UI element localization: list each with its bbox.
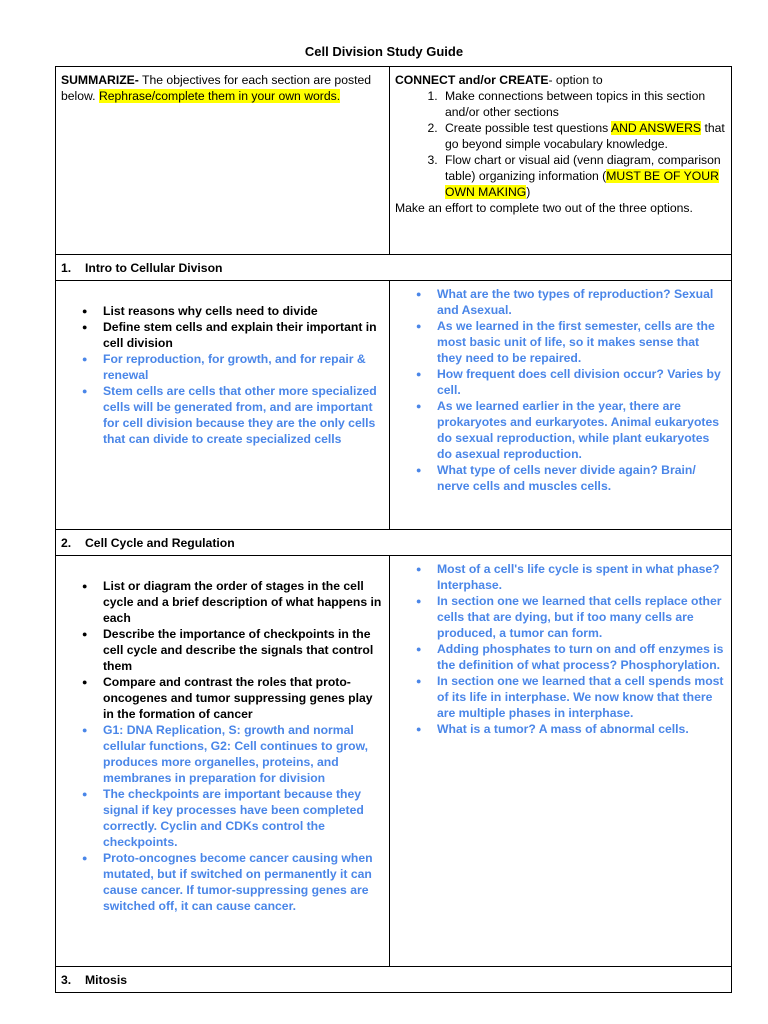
answer-item: ● The checkpoints are important because they signal if key processes have been completed correctly. Cyclin and CDKs control the checkpoints. — [103, 786, 384, 850]
option-highlight: AND ANSWERS — [610, 121, 702, 135]
section-number: 1. — [61, 261, 72, 275]
list-item: ● Compare and contrast the roles that proto-oncogenes and tumor suppressing genes play in the formation of cancer — [103, 674, 384, 722]
option-text: Make connections between topics in this section and/or other sections — [445, 89, 706, 119]
study-guide-table — [55, 66, 732, 993]
section-1-connections — [390, 281, 732, 530]
section-2-objectives — [56, 556, 390, 967]
connect-text: - option to — [548, 73, 603, 87]
list-item: ● Describe the importance of checkpoints in the cell cycle and describe the signals that control them — [103, 626, 384, 674]
options-footer: Make an effort to complete two out of the three options. — [395, 201, 693, 215]
objectives-list — [61, 303, 384, 447]
summarize-label: SUMMARIZE- — [61, 73, 139, 87]
objectives-list — [61, 578, 384, 914]
section-1-objectives — [56, 281, 390, 530]
summarize-text: The objectives for each section are posted below. — [61, 73, 372, 103]
option-item — [441, 152, 726, 200]
answer-item: ● What is a tumor? A mass of abnormal cells. — [437, 721, 726, 737]
section-number: 3. — [61, 973, 72, 987]
option-text: ) — [526, 185, 531, 199]
option-text: Flow chart or visual aid (venn diagram, comparison table) organizing information ( — [445, 153, 721, 183]
page-title: Cell Division Study Guide — [304, 44, 464, 59]
section-number: 2. — [61, 536, 72, 550]
connect-label: CONNECT and/or CREATE — [395, 73, 549, 87]
answer-item: ● Adding phosphates to turn on and off enzymes is the definition of what process? Phosphorylation. — [437, 641, 726, 673]
list-item: ● Define stem cells and explain their important in cell division — [103, 319, 384, 351]
connect-cell — [390, 67, 732, 255]
list-item: ● List or diagram the order of stages in the cell cycle and a brief description of what happens in each — [103, 578, 384, 626]
option-text: that go beyond simple vocabulary knowledge. — [445, 121, 725, 151]
option-text: Create possible test questions — [445, 121, 611, 135]
section-1-body — [56, 281, 732, 530]
answer-item: ● For reproduction, for growth, and for repair & renewal — [103, 351, 384, 383]
options-list — [395, 88, 726, 200]
answer-item: ● What are the two types of reproduction? Sexual and Asexual. — [437, 286, 726, 318]
section-title: Mitosis — [85, 973, 127, 987]
section-2-body — [56, 556, 732, 967]
option-highlight: MUST BE OF YOUR OWN MAKING — [445, 169, 719, 199]
instructions-row — [56, 67, 732, 255]
answer-item: ● In section one we learned that cells replace other cells that are dying, but if too many cells are produced, a tumor can form. — [437, 593, 726, 641]
answer-item: ● Stem cells are cells that other more specialized cells will be generated from, and are important for cell division because they are the only cells that can divide to create specialized cells — [103, 383, 384, 447]
answer-item: ● As we learned in the first semester, cells are the most basic unit of life, so it makes sense that they need to be repaired. — [437, 318, 726, 366]
section-1-header — [56, 255, 732, 281]
answer-item: ● In section one we learned that a cell spends most of its life in interphase. We now know that there are multiple phases in interphase. — [437, 673, 726, 721]
answer-item: ● G1: DNA Replication, S: growth and normal cellular functions, G2: Cell continues to grow, produces more organelles, proteins, and membranes in preparation for division — [103, 722, 384, 786]
answer-item: ● What type of cells never divide again? Brain/ nerve cells and muscles cells. — [437, 462, 726, 494]
section-title: Intro to Cellular Divison — [85, 261, 223, 275]
section-title: Cell Cycle and Regulation — [85, 536, 235, 550]
connections-list — [395, 286, 726, 494]
section-2-connections — [390, 556, 732, 967]
answer-item: ● How frequent does cell division occur? Varies by cell. — [437, 366, 726, 398]
connections-list — [395, 561, 726, 737]
answer-item: ● As we learned earlier in the year, there are prokaryotes and eurkaryotes. Animal eukaryotes do sexual reproduction, while plant eukaryotes do asexual reproduction. — [437, 398, 726, 462]
option-item — [441, 120, 726, 152]
option-item — [441, 88, 726, 120]
answer-item: ● Proto-oncognes become cancer causing when mutated, but if switched on permanently it can cause cancer. If tumor-suppressing genes are switched off, it can cause cancer. — [103, 850, 384, 914]
summarize-highlight: Rephrase/complete them in your own words. — [98, 89, 341, 103]
list-item: ● List reasons why cells need to divide — [103, 303, 384, 319]
answer-item: ● Most of a cell's life cycle is spent in what phase? Interphase. — [437, 561, 726, 593]
summarize-cell — [56, 67, 390, 255]
section-2-header — [56, 530, 732, 556]
section-3-header — [56, 967, 732, 993]
